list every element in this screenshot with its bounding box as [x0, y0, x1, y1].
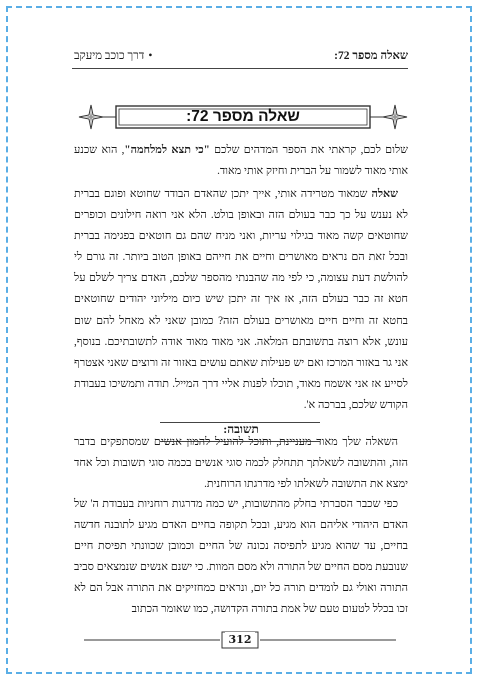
book-title-bold: "כי תצא למלחמה": [124, 144, 210, 156]
question-body: שמאוד מטרידה אותי, אייך יתכן שהאדם הבודד שחוטא ופוגם בברית לא נענש על כך כבר בעולם הזה ובאופן בולט. הלא אני רואה חילונים וכופרים שחוטאים קשה מאוד בגילוי עריות, ואני מניח שהם גם חוטאים בפגימה בברית ובכל זאת הם נראים מאושרים וחיים את חייהם באופן הטוב ביותר. זה גורם לי להולשת דעת עצומה, כי לפי מה שהבנתי מהספר שלכם, האדם צריך לשלם על חטא זה כבר בעולם הזה, אז איך זה יתכן שיש כיום מיליוני יהודים שחוטאים בחטא זה וחיים חיים מאושרים בעולם הזה? כמובן שאני לא מאחל להם שום עונש, אלא רוצה בתשובתם המלאה. אני מאוד מאוד אודה לתשובתיכם. בנוסף, אני גר באזור המרכז ואם יש פעילות שאתם עושים באזור זה ורוצים שאני אצטרף לסייע אז אני אשמח מאוד, תוכלו לפנות אליי דרך המייל. תודה ותמשיכו בעבודת הקודש שלכם, בברכה א'.: [74, 188, 408, 411]
answer-heading: תשובה:: [223, 422, 259, 436]
header-rule: [72, 68, 408, 69]
intro-text: שלום לכם, קראתי את הספר המדהים שלכם: [209, 144, 408, 156]
answer-text-2: כפי שכבר הסברתי בחלק מהתשובות, יש כמה מדרגות רוחניות בעבודת ה' של האדם היהודי אליהם הוא מגיע, ובכל תקופה בחיים האדם מגיע לתובנה חדשה בחיים, עד שהוא מגיע לתפיסה נכונה של החיים וכמובן שכוונתי תפיסת חיים שנובעת מסם החיים של התורה ולא מסם המוות. כי ישנם אנשים שנמצאים סביב התורה ואולי גם לומדים תורה כל יום, ונראים כמחזיקים את התורה אבל הם לא זכו בכלל לטעום טעם של אמת בתורה הקדושה, כמו שאומר הכתוב: [74, 498, 408, 616]
page-number: 312: [225, 632, 255, 647]
running-header-book-title: [74, 50, 152, 62]
answer-text-1: השאלה שלך מאוד מעניינת, ותוכל להועיל להמון אנשים שמסתפקים בדבר הזה, והתשובה לשאלתך תתחלק לכמה סוגי אנשים בכמה סוגי תשובות וכל אחד ימצא את התשובה לשאלתו לפי מדרגתו הרוחנית.: [74, 436, 408, 491]
intro-text-rest: , הוא שכנע אותי מאוד לשמור על הברית וחיזק אותי מאוד.: [74, 144, 408, 178]
running-header-chapter: שאלה מספר 72:: [334, 50, 408, 62]
question-title-banner: [100, 104, 386, 130]
sparkle-left-icon: [78, 104, 104, 130]
bullet-icon: •: [148, 50, 153, 62]
answer-paragraph-2: [74, 494, 408, 621]
question-paragraph: [74, 184, 408, 416]
question-title: שאלה מספר 72:: [186, 108, 300, 125]
book-title-text: דרך כוכב מיעקב: [74, 50, 145, 62]
answer-paragraph-1: [74, 432, 408, 495]
running-header: [74, 50, 408, 66]
sparkle-right-icon: [382, 104, 408, 130]
question-label: שאלה: [371, 188, 398, 200]
intro-paragraph: [74, 140, 408, 182]
page-footer: [84, 631, 396, 649]
